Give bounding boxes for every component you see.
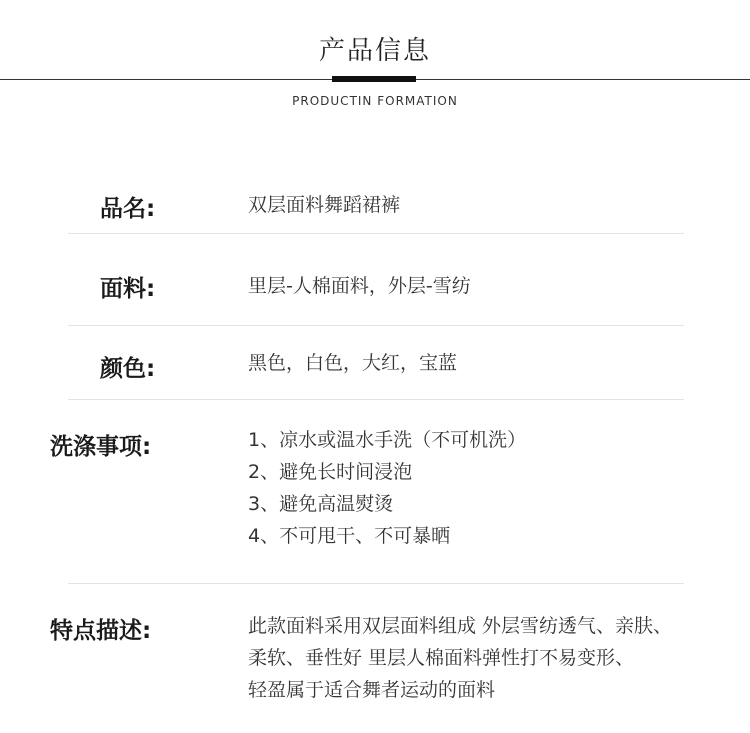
features-line: 此款面料采用双层面料组成 外层雪纺透气、亲肤、 (248, 615, 673, 637)
fabric-label: 面料: (100, 276, 156, 302)
row-divider (68, 325, 684, 326)
section-subtitle: PRODUCTIN FORMATION (292, 94, 458, 108)
features-line: 轻盈属于适合舞者运动的面料 (248, 679, 496, 701)
color-label: 颜色: (100, 356, 156, 382)
features-label: 特点描述: (50, 618, 152, 644)
features-line: 柔软、垂性好 里层人棉面料弹性打不易变形、 (248, 647, 635, 669)
care-line: 4、不可甩干、不可暴晒 (248, 525, 451, 547)
row-divider (68, 233, 684, 234)
care-line: 2、避免长时间浸泡 (248, 461, 413, 483)
color-value: 黑色，白色，大红，宝蓝 (248, 352, 458, 374)
product-name-label: 品名: (100, 196, 156, 222)
care-line: 3、避免高温熨烫 (248, 493, 394, 515)
fabric-value: 里层-人棉面料，外层-雪纺 (248, 275, 471, 297)
row-divider (68, 399, 684, 400)
row-divider (68, 583, 684, 584)
care-line: 1、凉水或温水手洗（不可机洗） (248, 429, 527, 451)
care-label: 洗涤事项: (50, 434, 152, 460)
features-description (248, 610, 672, 706)
product-name-value: 双层面料舞蹈裙裤 (248, 194, 401, 216)
section-title: 产品信息 (318, 36, 431, 66)
title-accent-bar (332, 76, 416, 82)
care-instructions (248, 424, 526, 552)
